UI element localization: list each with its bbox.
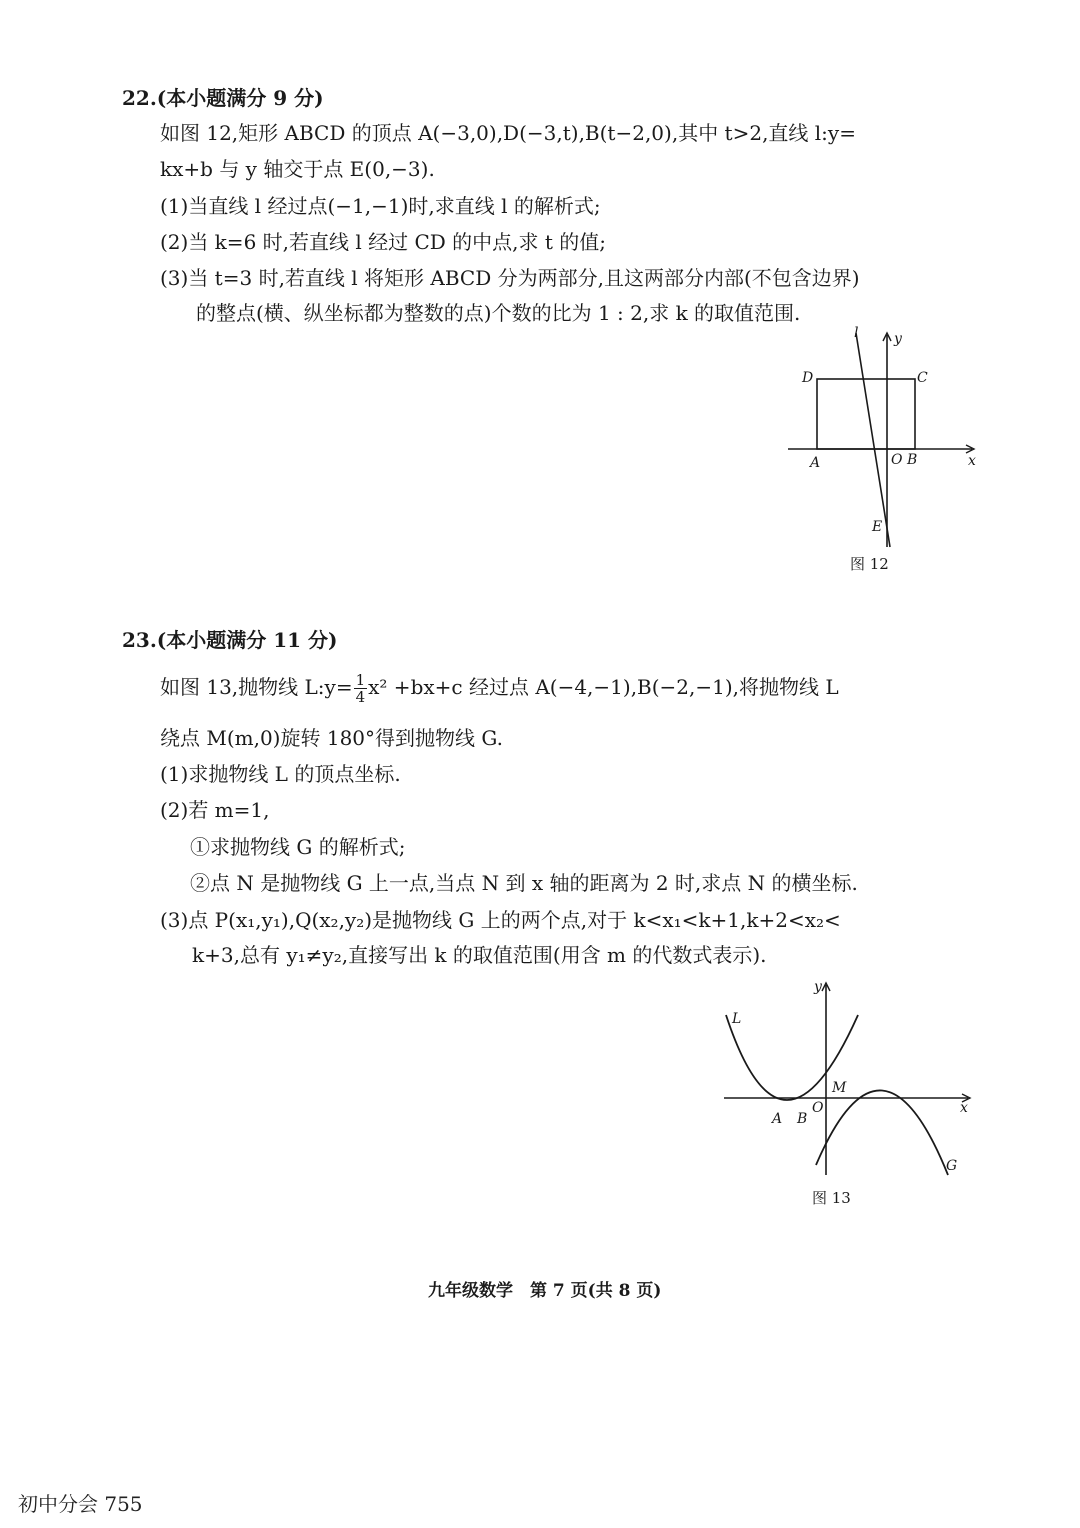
label-o: O [891, 452, 903, 468]
fraction-one-quarter [354, 672, 368, 705]
q23-stem-line1 [160, 672, 839, 705]
figure-13 [712, 975, 982, 1215]
label-l: l [854, 325, 859, 341]
line-l [856, 333, 890, 547]
label-x: x [968, 453, 976, 469]
label-y: y [894, 331, 902, 347]
label-o: O [812, 1100, 824, 1116]
label-g: G [946, 1158, 958, 1174]
label-c: C [917, 370, 928, 386]
q23-part2-sub2: ②点 N 是抛物线 G 上一点,当点 N 到 x 轴的距离为 2 时,求点 N 的横坐标. [190, 871, 858, 895]
q22-header: 22.(本小题满分 9 分) [122, 86, 324, 110]
fraction-numerator: 1 [355, 671, 366, 689]
figure-12-caption: 图 12 [850, 555, 889, 573]
rectangle-abcd [817, 379, 915, 449]
q23-part2-sub1: ①求抛物线 G 的解析式; [190, 835, 406, 859]
q22-stem-line1: 如图 12,矩形 ABCD 的顶点 A(−3,0),D(−3,t),B(t−2,0),其中 t>2,直线 l:y= [160, 121, 856, 145]
q23-header: 23.(本小题满分 11 分) [122, 628, 338, 652]
q22-part3-line2: 的整点(横、纵坐标都为整数的点)个数的比为 1 : 2,求 k 的取值范围. [196, 301, 801, 325]
label-y: y [814, 979, 822, 995]
figure-12 [780, 325, 990, 580]
label-a: A [772, 1111, 783, 1127]
q23-stem-post: x² +bx+c 经过点 A(−4,−1),B(−2,−1),将抛物线 L [368, 675, 839, 699]
label-m: M [832, 1080, 847, 1096]
q23-stem-line2: 绕点 M(m,0)旋转 180°得到抛物线 G. [160, 726, 503, 750]
q22-part2: (2)当 k=6 时,若直线 l 经过 CD 的中点,求 t 的值; [160, 230, 607, 254]
parabola-g [816, 1090, 948, 1175]
label-d: D [802, 370, 814, 386]
label-b: B [797, 1111, 808, 1127]
q22-part1: (1)当直线 l 经过点(−1,−1)时,求直线 l 的解析式; [160, 194, 601, 218]
label-b: B [907, 452, 918, 468]
label-x: x [960, 1100, 968, 1116]
page-footer: 九年级数学 第 7 页(共 8 页) [428, 1281, 662, 1301]
label-a: A [810, 455, 821, 471]
q22-stem-line2: kx+b 与 y 轴交于点 E(0,−3). [160, 157, 435, 181]
fraction-denominator: 4 [355, 688, 366, 706]
q23-part3-line2: k+3,总有 y₁≠y₂,直接写出 k 的取值范围(用含 m 的代数式表示). [192, 943, 767, 967]
figure-13-caption: 图 13 [812, 1189, 851, 1207]
q23-stem-pre: 如图 13,抛物线 L:y= [160, 675, 353, 699]
label-e: E [872, 519, 883, 535]
q23-part1: (1)求抛物线 L 的顶点坐标. [160, 762, 401, 786]
q22-part3-line1: (3)当 t=3 时,若直线 l 将矩形 ABCD 分为两部分,且这两部分内部(不包含边界) [160, 266, 860, 290]
q23-part2: (2)若 m=1, [160, 798, 270, 822]
q23-part3-line1: (3)点 P(x₁,y₁),Q(x₂,y₂)是抛物线 G 上的两个点,对于 k<x₁<k+1,k+2<x₂< [160, 908, 841, 932]
watermark-text: 初中分会 755 [18, 1492, 143, 1516]
label-l: L [732, 1011, 742, 1027]
